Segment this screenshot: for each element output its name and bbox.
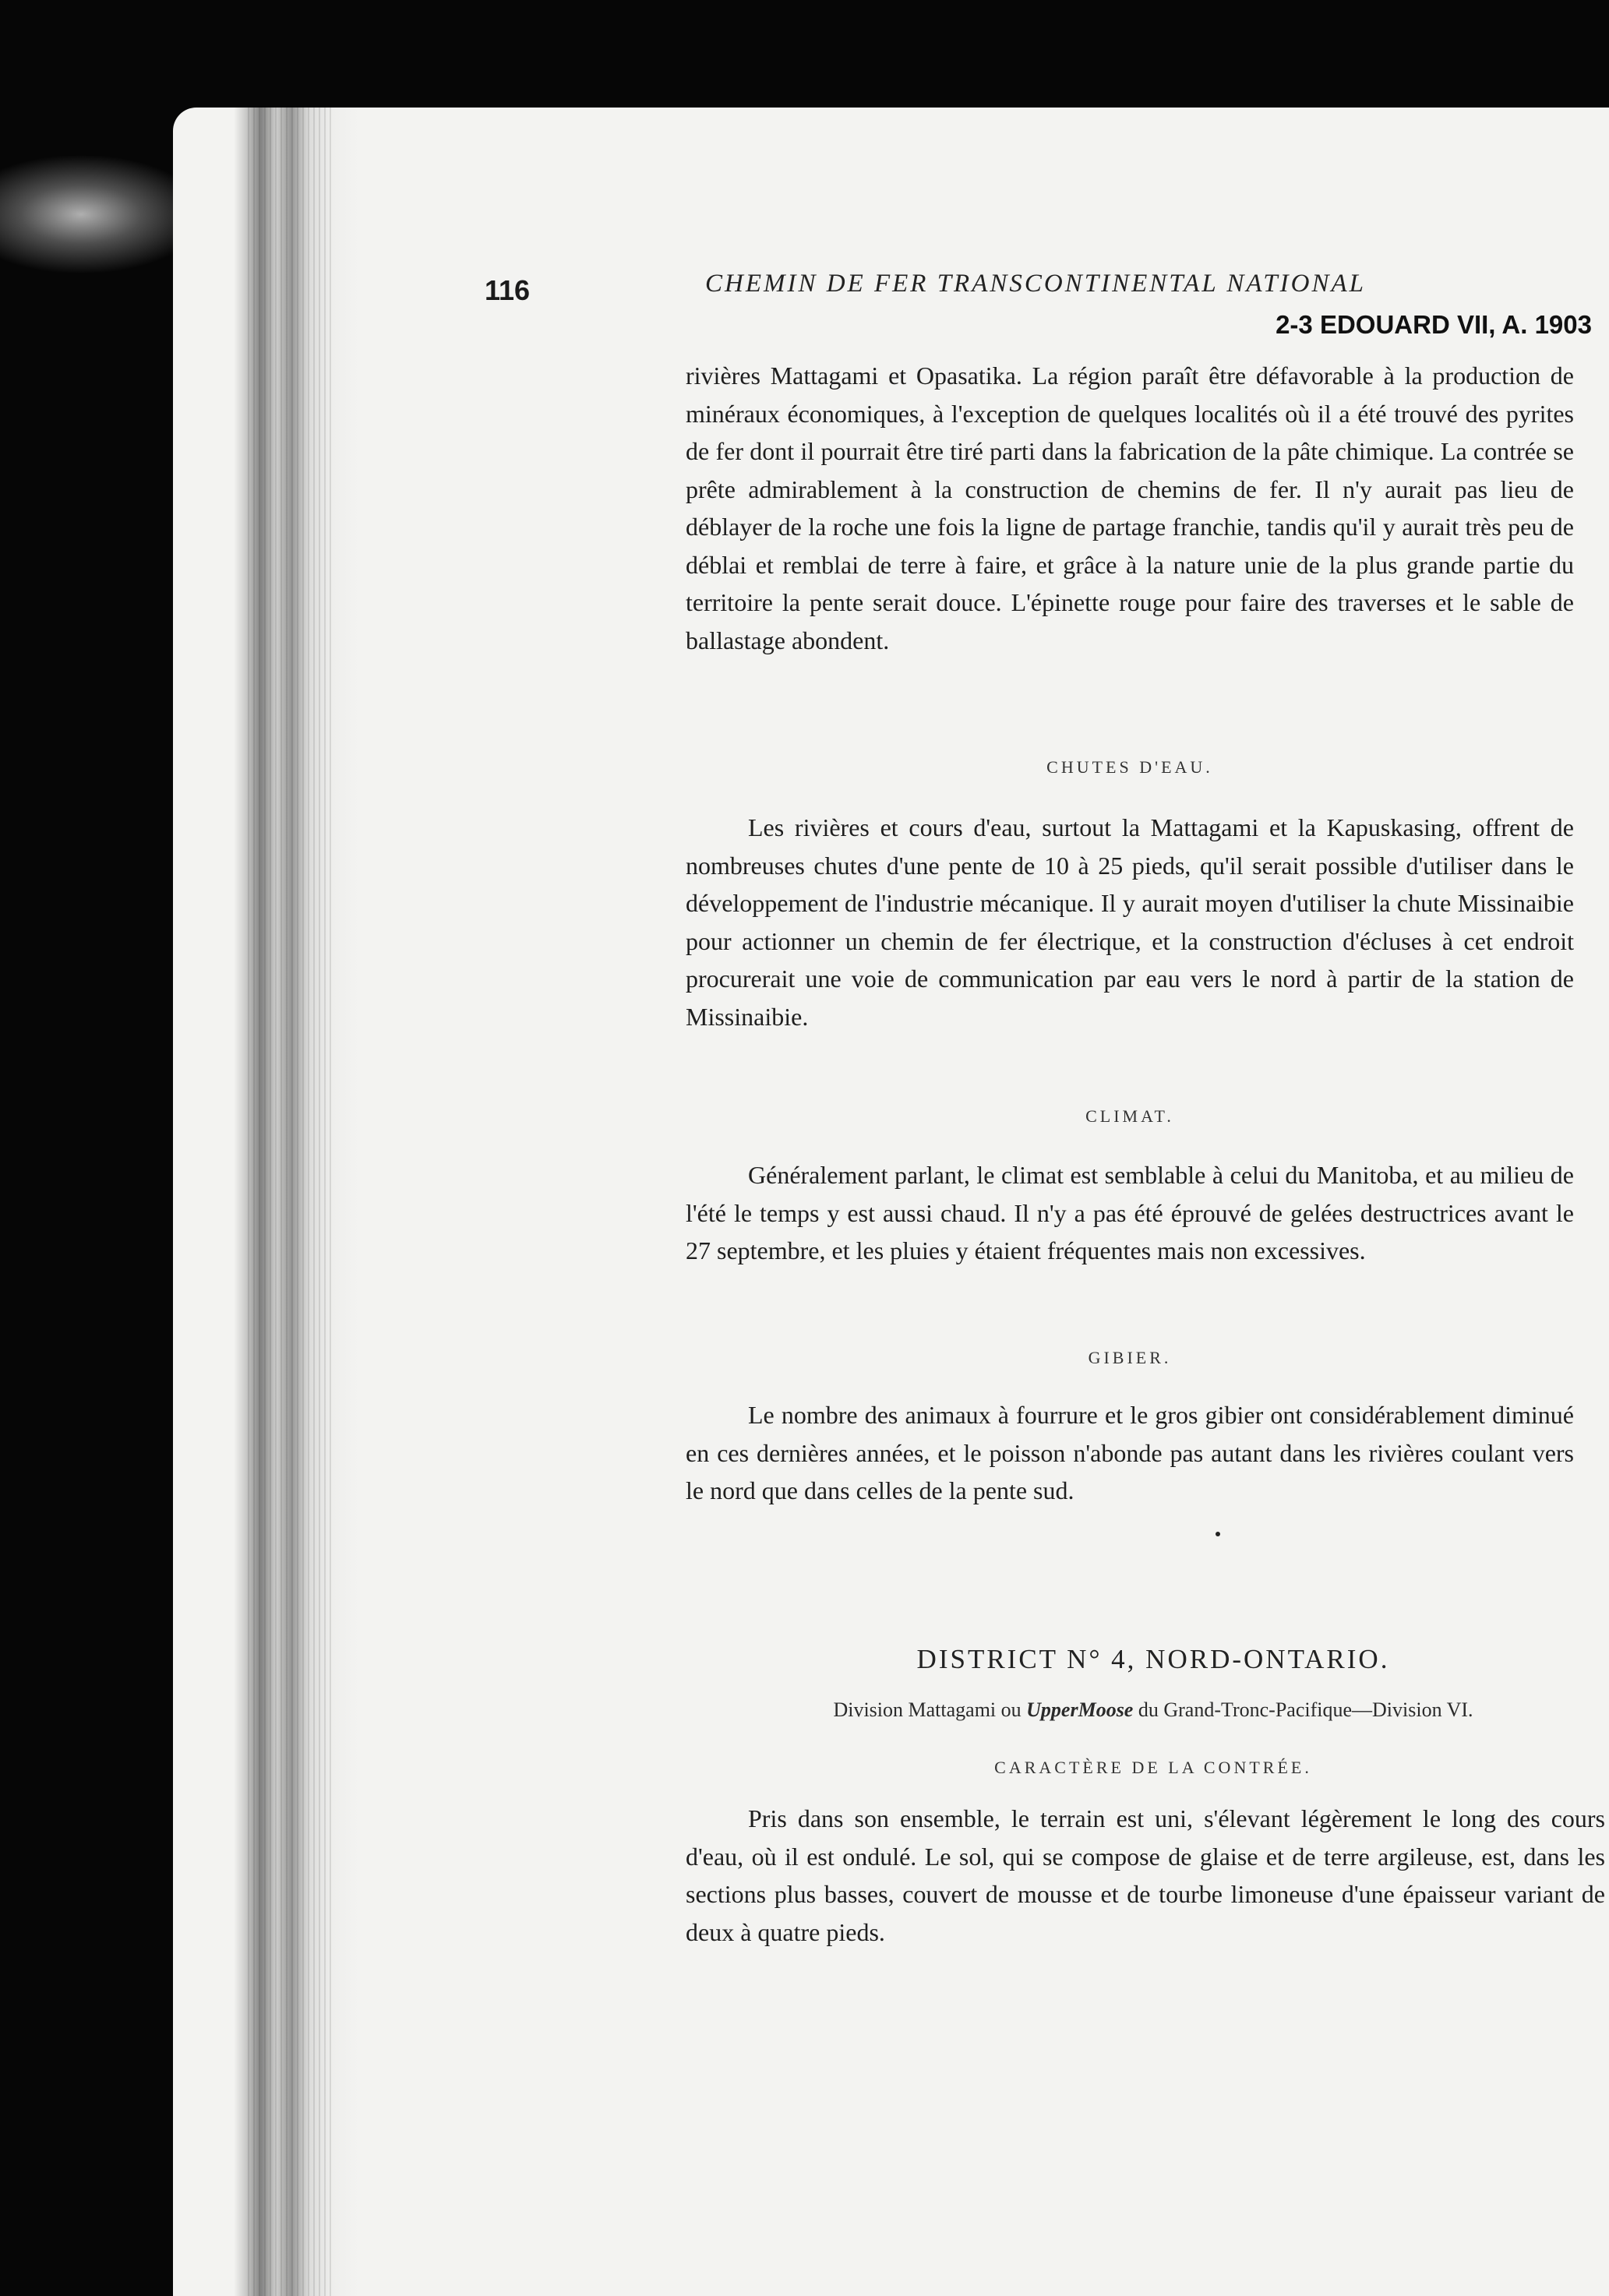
binding-gutter-streaks (248, 108, 333, 2296)
intro-paragraph: rivières Mattagami et Opasatika. La région paraît être défavorable à la production de minéraux économiques, à l'exception de quelques localités où il a été trouvé des pyrites de fer dont il pourrait être tiré parti dans la fabrication de la pâte chimique. La contrée se prête admirablement à la construction de chemins de fer. Il n'y aurait pas lieu de déblayer de la roche une fois la ligne de partage franchie, tandis qu'il y aurait très peu de déblai et remblai de terre à faire, et grâce à la nature unie de la plus grande partie du territoire la pente serait douce. L'épinette rouge pour faire des traverses et le sable de ballastage abondent. (686, 362, 1574, 654)
gibier-paragraph: Le nombre des animaux à fourrure et le gros gibier ont considérablement diminué en ces dernières années, et le poisson n'abonde pas autant dans les rivières coulant vers le nord que dans celles de la pente sud. (686, 1401, 1574, 1504)
division-line-start: Division Mattagami ou (833, 1698, 1027, 1721)
chutes-heading: CHUTES D'EAU. (1046, 757, 1213, 777)
scan-smudge (0, 156, 203, 273)
climat-heading: CLIMAT. (1085, 1106, 1174, 1126)
division-line-italic: UpperMoose (1026, 1698, 1134, 1721)
chutes-paragraph: Les rivières et cours d'eau, surtout la Mattagami et la Kapuskasing, offrent de nombreuses chutes d'une pente de 10 à 25 pieds, qu'il serait possible d'utiliser dans le développement de l'industrie mécanique. Il y aurait moyen d'utiliser la chute Missinaibie pour actionner un chemin de fer électrique, et la construction d'écluses à cet endroit procurerait une voie de communication par eau vers le nord à partir de la station de Missinaibie. (686, 813, 1574, 1031)
division-line (686, 1698, 1609, 1722)
climat-paragraph: Généralement parlant, le climat est semblable à celui du Manitoba, et au milieu de l'été le temps y est aussi chaud. Il n'y a pas été éprouvé de gelées destructrices avant le 27 septembre, et les pluies y étaient fréquentes mais non excessives. (686, 1161, 1574, 1264)
session-reference: 2-3 EDOUARD VII, A. 1903 (1276, 310, 1592, 339)
gibier-heading: GIBIER. (1088, 1348, 1172, 1367)
stray-dot (1216, 1532, 1220, 1536)
district-heading: DISTRICT N° 4, NORD-ONTARIO. (916, 1644, 1390, 1674)
caractere-heading: CARACTÈRE DE LA CONTRÉE. (994, 1758, 1312, 1777)
division-line-end: du Grand-Tronc-Pacifique—Division VI. (1133, 1698, 1473, 1721)
page-number: 116 (485, 274, 531, 306)
running-title: CHEMIN DE FER TRANSCONTINENTAL NATIONAL (705, 270, 1366, 298)
caractere-paragraph: Pris dans son ensemble, le terrain est uni, s'élevant légèrement le long des cours d'eau, où il est ondulé. Le sol, qui se compose de glaise et de terre argileuse, est, dans les sections plus basses, couvert de mousse et de tourbe limoneuse d'une épaisseur variant de deux à quatre pieds. (686, 1804, 1605, 1946)
